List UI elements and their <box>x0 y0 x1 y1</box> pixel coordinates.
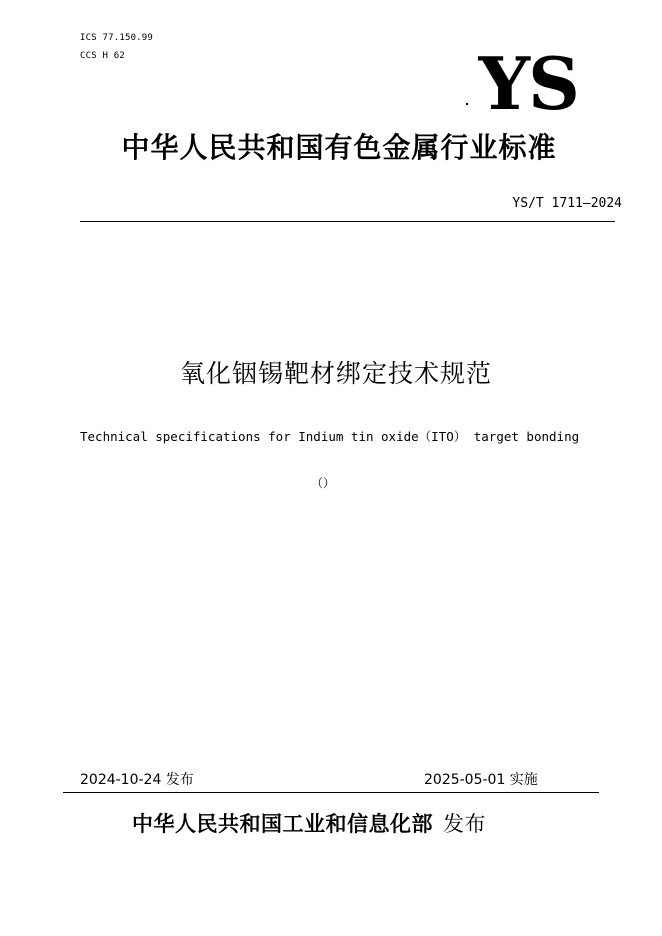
logo-dot <box>466 103 468 105</box>
implementation-date: 2025-05-01 实施 <box>424 772 538 788</box>
standard-title: 中华人民共和国有色金属行业标准 <box>121 131 557 164</box>
issuer-verb: 发布 <box>443 812 486 836</box>
ys-logo: YS <box>478 41 578 126</box>
footer-divider <box>63 792 599 793</box>
issuer <box>132 808 486 838</box>
issue-date: 2024-10-24 发布 <box>80 772 194 788</box>
header-divider <box>80 221 615 222</box>
ccs-code: CCS H 62 <box>80 51 125 61</box>
standard-number: YS/T 1711—2024 <box>512 196 622 211</box>
document-status-note: （） <box>311 476 336 490</box>
document-title-en: Technical specifications for Indium tin oxide（ITO） target bonding <box>80 429 580 444</box>
document-title-cn: 氧化铟锡靶材绑定技术规范 <box>179 359 492 388</box>
ics-code: ICS 77.150.99 <box>80 33 154 43</box>
issuer-name: 中华人民共和国工业和信息化部 <box>132 812 433 836</box>
